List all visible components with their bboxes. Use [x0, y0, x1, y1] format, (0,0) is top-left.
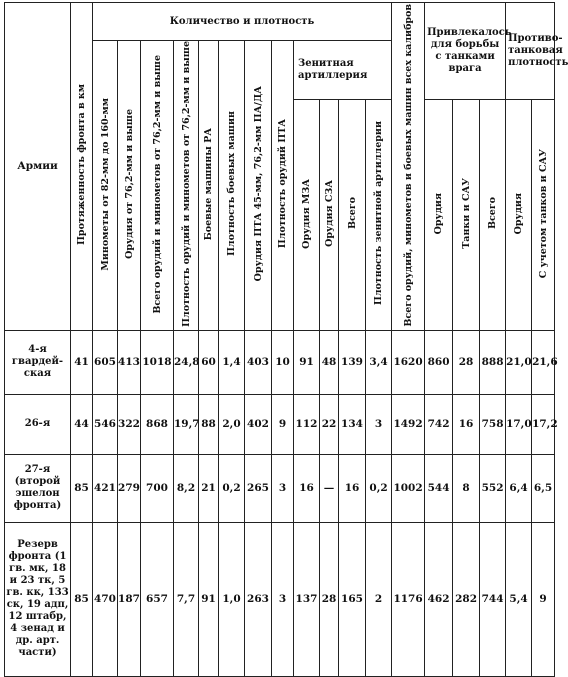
table-cell: 19,7	[174, 394, 199, 454]
table-cell: 17,2	[532, 394, 555, 454]
table-cell: 85	[71, 454, 93, 522]
table-row	[5, 454, 555, 522]
header-aa-total: Всего	[339, 99, 366, 330]
table-cell: 3	[272, 454, 294, 522]
table-cell: 88	[199, 394, 219, 454]
table-cell: 1620	[392, 330, 425, 394]
table-cell: 657	[141, 522, 174, 676]
table-cell: 868	[141, 394, 174, 454]
table-cell: 552	[480, 454, 506, 522]
table-cell: 860	[425, 330, 453, 394]
table-cell: 6,5	[532, 454, 555, 522]
table-cell: 28	[453, 330, 480, 394]
header-pta: Орудия ПТА 45-мм, 76,2-мм ПА/ДА	[245, 41, 272, 331]
header-rs: Боевые машины РА	[199, 41, 219, 331]
header-armies: Армии	[5, 3, 71, 331]
table-cell: 263	[245, 522, 272, 676]
table-cell: 91	[294, 330, 320, 394]
table-cell: 742	[425, 394, 453, 454]
table-cell: 44	[71, 394, 93, 454]
header-total-guns-mortars: Всего орудий и минометов от 76,2-мм и выше	[141, 41, 174, 331]
table-cell: 1002	[392, 454, 425, 522]
table-cell: 3,4	[366, 330, 392, 394]
table-cell: 9	[272, 394, 294, 454]
table-cell: 1176	[392, 522, 425, 676]
table-cell: 3	[272, 522, 294, 676]
header-mortars: Минометы от 82-мм до 160-мм	[93, 41, 118, 331]
table-row	[5, 330, 555, 394]
table-cell: 700	[141, 454, 174, 522]
table-cell: 60	[199, 330, 219, 394]
table-cell: 279	[118, 454, 141, 522]
header-atd-with-tanks: С учетом танков и САУ	[532, 99, 555, 330]
table-cell: 282	[453, 522, 480, 676]
table-cell: 7,7	[174, 522, 199, 676]
table-cell: 462	[425, 522, 453, 676]
table-cell: 0,2	[366, 454, 392, 522]
header-atd-guns: Орудия	[506, 99, 532, 330]
table-cell: 544	[425, 454, 453, 522]
table-cell: 16	[453, 394, 480, 454]
header-aa-density: Плотность зенитной артиллерии	[366, 99, 392, 330]
table-cell: 17,0	[506, 394, 532, 454]
header-all-calibers: Всего орудий, минометов и боевых машин всех калибров	[392, 3, 425, 331]
table-cell: 2	[366, 522, 392, 676]
table-cell: 16	[294, 454, 320, 522]
army-name-cell: 4-я гвардей-ская	[5, 330, 71, 394]
header-rs-density: Плотность боевых машин	[219, 41, 245, 331]
table-cell: 48	[320, 330, 339, 394]
table-cell: 265	[245, 454, 272, 522]
header-quantity-density: Количество и плотность	[93, 3, 392, 41]
table-cell: 744	[480, 522, 506, 676]
table-row	[5, 394, 555, 454]
table-cell: 1492	[392, 394, 425, 454]
table-cell: 28	[320, 522, 339, 676]
table-cell: 139	[339, 330, 366, 394]
table-cell: 470	[93, 522, 118, 676]
header-aa-mza: Орудия МЗА	[294, 99, 320, 330]
table-cell: 137	[294, 522, 320, 676]
table-cell: 546	[93, 394, 118, 454]
table-cell: 403	[245, 330, 272, 394]
army-name-cell: 27-я (второй эшелон фронта)	[5, 454, 71, 522]
artillery-table	[4, 2, 568, 677]
table-cell: 8	[453, 454, 480, 522]
table-cell: 3	[366, 394, 392, 454]
header-at-tanks: Танки и САУ	[453, 99, 480, 330]
table-cell: 9	[532, 522, 555, 676]
table-cell: 134	[339, 394, 366, 454]
table-cell: 165	[339, 522, 366, 676]
table-cell: 6,4	[506, 454, 532, 522]
army-name-cell: 26-я	[5, 394, 71, 454]
table-cell: 322	[118, 394, 141, 454]
table-cell: 85	[71, 522, 93, 676]
army-name-cell: Резерв фронта (1 гв. мк, 18 и 23 тк, 5 гв. кк, 133 ск, 19 адп, 12 штабр, 4 зенад и др. арт. части)	[5, 522, 71, 676]
header-density-guns-mortars: Плотность орудий и минометов от 76,2-мм и выше	[174, 41, 199, 331]
table-cell: 2,0	[219, 394, 245, 454]
header-antitank-group: Привлекалось для борьбы с танками врага	[425, 3, 506, 100]
header-aa-sza: Орудия СЗА	[320, 99, 339, 330]
table-row	[5, 522, 555, 676]
table-cell: 24,8	[174, 330, 199, 394]
header-at-guns: Орудия	[425, 99, 453, 330]
table-cell: 402	[245, 394, 272, 454]
header-guns76: Орудия от 76,2-мм и выше	[118, 41, 141, 331]
table-cell: 41	[71, 330, 93, 394]
header-pta-density: Плотность орудий ПТА	[272, 41, 294, 331]
table-cell: 1018	[141, 330, 174, 394]
table-cell: 5,4	[506, 522, 532, 676]
table-cell: 187	[118, 522, 141, 676]
header-at-total: Всего	[480, 99, 506, 330]
table-cell: 888	[480, 330, 506, 394]
table-cell: 112	[294, 394, 320, 454]
table-cell: 1,0	[219, 522, 245, 676]
table-cell: 21	[199, 454, 219, 522]
table-cell: 21,6	[532, 330, 555, 394]
header-aa-group: Зенитная артиллерия	[294, 41, 392, 100]
table-cell: 758	[480, 394, 506, 454]
table-cell: 91	[199, 522, 219, 676]
table-cell: 413	[118, 330, 141, 394]
header-front-length: Протяженность фронта в км	[71, 3, 93, 331]
table-cell: 21,0	[506, 330, 532, 394]
table-cell: 421	[93, 454, 118, 522]
table-cell: 16	[339, 454, 366, 522]
table-cell: 1,4	[219, 330, 245, 394]
table-cell: 10	[272, 330, 294, 394]
table-cell: 605	[93, 330, 118, 394]
header-antitank-density-group: Противо-танковая плотность	[506, 3, 555, 100]
table-cell: 0,2	[219, 454, 245, 522]
table-cell: —	[320, 454, 339, 522]
table-cell: 8,2	[174, 454, 199, 522]
table-cell: 22	[320, 394, 339, 454]
